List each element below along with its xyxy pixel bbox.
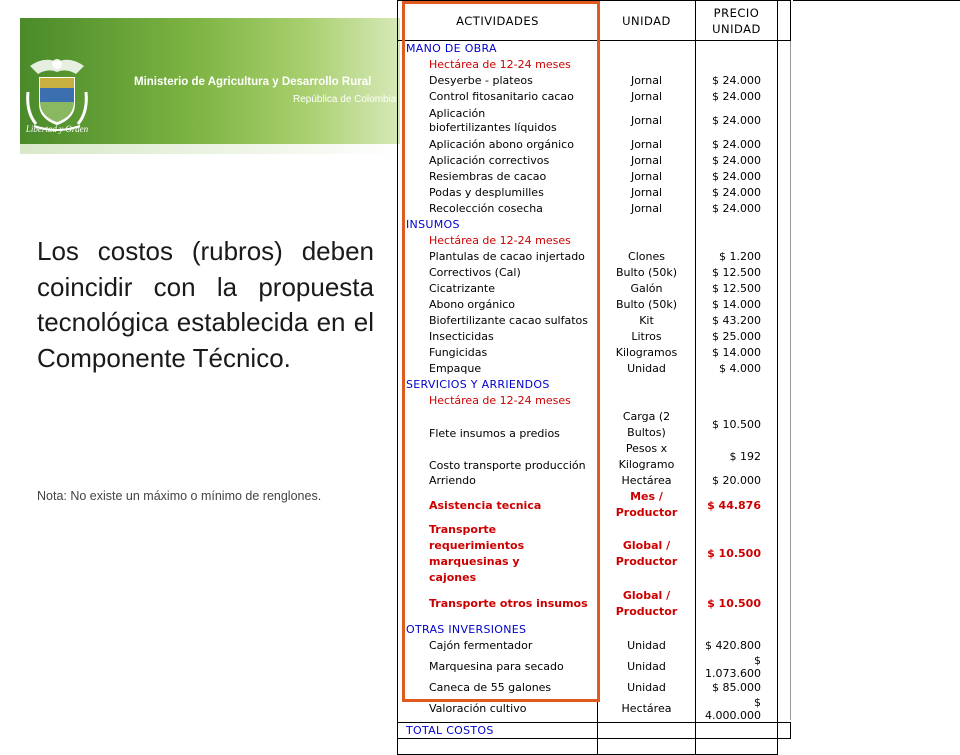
price-cell: $ 1.073.600	[696, 654, 778, 680]
activity-cell: Flete insumos a predios	[398, 409, 598, 441]
price-cell: $ 24.000	[696, 73, 778, 89]
header-activities: ACTIVIDADES	[398, 1, 598, 41]
header-price	[696, 1, 778, 41]
section-title: INSUMOS	[398, 217, 598, 233]
activity-cell: Podas y desplumilles	[398, 185, 598, 201]
table-row	[398, 105, 791, 137]
price-cell: $ 10.500	[696, 586, 778, 622]
activity-cell: Insecticidas	[398, 329, 598, 345]
activity-cell: Transporte requerimientos marquesinas y cajones	[398, 522, 598, 586]
activity-cell: Arriendo	[398, 473, 598, 489]
table-row	[398, 638, 791, 654]
price-cell: $ 12.500	[696, 281, 778, 297]
activity-cell: Cajón fermentador	[398, 638, 598, 654]
table-row	[398, 680, 791, 696]
activity-cell: Aplicación abono orgánico	[398, 137, 598, 153]
table-row	[398, 361, 791, 377]
table-row	[398, 137, 791, 153]
activity-cell: Abono orgánico	[398, 297, 598, 313]
table-row	[398, 441, 791, 473]
lead-paragraph: Los costos (rubros) deben coincidir con la propuesta tecnológica establecida en el Componente Técnico.	[37, 236, 374, 373]
table-row	[398, 89, 791, 105]
table-row	[398, 345, 791, 361]
activity-cell: Recolección cosecha	[398, 201, 598, 217]
price-cell: $ 24.000	[696, 105, 778, 137]
price-cell: $ 43.200	[696, 313, 778, 329]
section-title: SERVICIOS Y ARRIENDOS	[398, 377, 598, 393]
table-row	[398, 73, 791, 89]
unit-cell: Jornal	[598, 105, 696, 137]
table-row	[398, 654, 791, 680]
unit-cell: Jornal	[598, 89, 696, 105]
table-row	[398, 313, 791, 329]
header-price-line1: PRECIO	[713, 5, 760, 20]
unit-cell: Kilogramos	[598, 345, 696, 361]
table-row	[398, 169, 791, 185]
header-unit: UNIDAD	[598, 1, 696, 41]
price-cell: $ 85.000	[696, 680, 778, 696]
activity-cell: Resiembras de cacao	[398, 169, 598, 185]
activity-cell: Correctivos (Cal)	[398, 265, 598, 281]
section-title: MANO DE OBRA	[398, 41, 598, 57]
unit-cell: Global / Productor	[598, 586, 696, 622]
section-row	[398, 622, 791, 638]
price-cell: $ 25.000	[696, 329, 778, 345]
unit-cell: Jornal	[598, 201, 696, 217]
price-cell: $ 20.000	[696, 473, 778, 489]
price-cell: $ 24.000	[696, 137, 778, 153]
price-cell: $ 1.200	[696, 249, 778, 265]
price-cell: $ 12.500	[696, 265, 778, 281]
ministry-name: Ministerio de Agricultura y Desarrollo Rural	[134, 76, 372, 88]
table-row	[398, 249, 791, 265]
unit-cell: Clones	[598, 249, 696, 265]
price-cell: $ 420.800	[696, 638, 778, 654]
activity-cell: Asistencia tecnica	[398, 489, 598, 522]
unit-cell: Jornal	[598, 169, 696, 185]
unit-cell: Unidad	[598, 680, 696, 696]
activity-cell: Costo transporte producción	[398, 441, 598, 473]
unit-cell: Jornal	[598, 185, 696, 201]
price-cell: $ 10.500	[696, 522, 778, 586]
republic-name: República de Colombia	[293, 94, 397, 105]
unit-cell: Kit	[598, 313, 696, 329]
activity-cell: Valoración cultivo	[398, 696, 598, 723]
subsection-title: Hectárea de 12-24 meses	[398, 57, 598, 73]
unit-cell: Litros	[598, 329, 696, 345]
price-cell: $ 14.000	[696, 297, 778, 313]
unit-cell: Unidad	[598, 638, 696, 654]
section-title: OTRAS INVERSIONES	[398, 622, 598, 638]
price-cell: $ 14.000	[696, 345, 778, 361]
unit-cell: Global / Productor	[598, 522, 696, 586]
header-extra-cell	[778, 1, 791, 41]
unit-cell: Hectárea	[598, 473, 696, 489]
price-cell: $ 4.000.000	[696, 696, 778, 723]
section-row	[398, 41, 791, 57]
activity-cell: Control fitosanitario cacao	[398, 89, 598, 105]
unit-cell: Carga (2 Bultos)	[598, 409, 696, 441]
table-header-row	[398, 1, 791, 41]
note-paragraph: Nota: No existe un máximo o mínimo de renglones.	[37, 489, 322, 503]
unit-cell: Jornal	[598, 73, 696, 89]
subsection-title: Hectárea de 12-24 meses	[398, 233, 598, 249]
table-row-highlight	[398, 522, 791, 586]
activity-cell: Transporte otros insumos	[398, 586, 598, 622]
activity-cell: Empaque	[398, 361, 598, 377]
total-label: TOTAL COSTOS	[398, 722, 598, 738]
unit-cell: Mes / Productor	[598, 489, 696, 522]
table-row	[398, 329, 791, 345]
table-row-highlight	[398, 586, 791, 622]
activity-cell: Caneca de 55 galones	[398, 680, 598, 696]
activity-cell: Aplicación biofertilizantes líquidos	[398, 105, 598, 137]
table-row	[398, 265, 791, 281]
price-cell: $ 192	[696, 441, 778, 473]
activity-cell: Desyerbe - plateos	[398, 73, 598, 89]
table-row	[398, 696, 791, 723]
subsection-row	[398, 393, 791, 409]
table-row	[398, 281, 791, 297]
unit-cell: Bulto (50k)	[598, 297, 696, 313]
price-cell: $ 24.000	[696, 89, 778, 105]
price-cell: $ 4.000	[696, 361, 778, 377]
table-row-highlight	[398, 489, 791, 522]
activity-cell: Biofertilizante cacao sulfatos	[398, 313, 598, 329]
activity-cell: Fungicidas	[398, 345, 598, 361]
price-cell: $ 44.876	[696, 489, 778, 522]
activity-cell: Cicatrizante	[398, 281, 598, 297]
table-row	[398, 201, 791, 217]
activity-cell: Marquesina para secado	[398, 654, 598, 680]
subsection-row	[398, 233, 791, 249]
table-row	[398, 409, 791, 441]
unit-cell: Unidad	[598, 361, 696, 377]
header-banner-fade	[20, 144, 400, 154]
unit-cell: Pesos x Kilogramo	[598, 441, 696, 473]
section-row	[398, 377, 791, 393]
price-cell: $ 10.500	[696, 409, 778, 441]
unit-cell: Hectárea	[598, 696, 696, 723]
subsection-title: Hectárea de 12-24 meses	[398, 393, 598, 409]
unit-cell: Unidad	[598, 654, 696, 680]
unit-cell: Bulto (50k)	[598, 265, 696, 281]
unit-cell: Galón	[598, 281, 696, 297]
section-row	[398, 217, 791, 233]
price-cell: $ 24.000	[696, 185, 778, 201]
table-row	[398, 153, 791, 169]
motto-text: Libertad y Orden	[25, 124, 89, 134]
table-row	[398, 297, 791, 313]
unit-cell: Jornal	[598, 137, 696, 153]
activity-cell: Aplicación correctivos	[398, 153, 598, 169]
table-row	[398, 473, 791, 489]
activity-cell: Plantulas de cacao injertado	[398, 249, 598, 265]
top-right-rule	[793, 0, 960, 1]
price-cell: $ 24.000	[696, 153, 778, 169]
table-footer-row	[398, 738, 791, 754]
header-price-line2: UNIDAD	[712, 21, 761, 36]
price-cell: $ 24.000	[696, 169, 778, 185]
cost-table	[397, 0, 791, 755]
total-row	[398, 722, 791, 738]
subsection-row	[398, 57, 791, 73]
table-row	[398, 185, 791, 201]
price-cell: $ 24.000	[696, 201, 778, 217]
unit-cell: Jornal	[598, 153, 696, 169]
